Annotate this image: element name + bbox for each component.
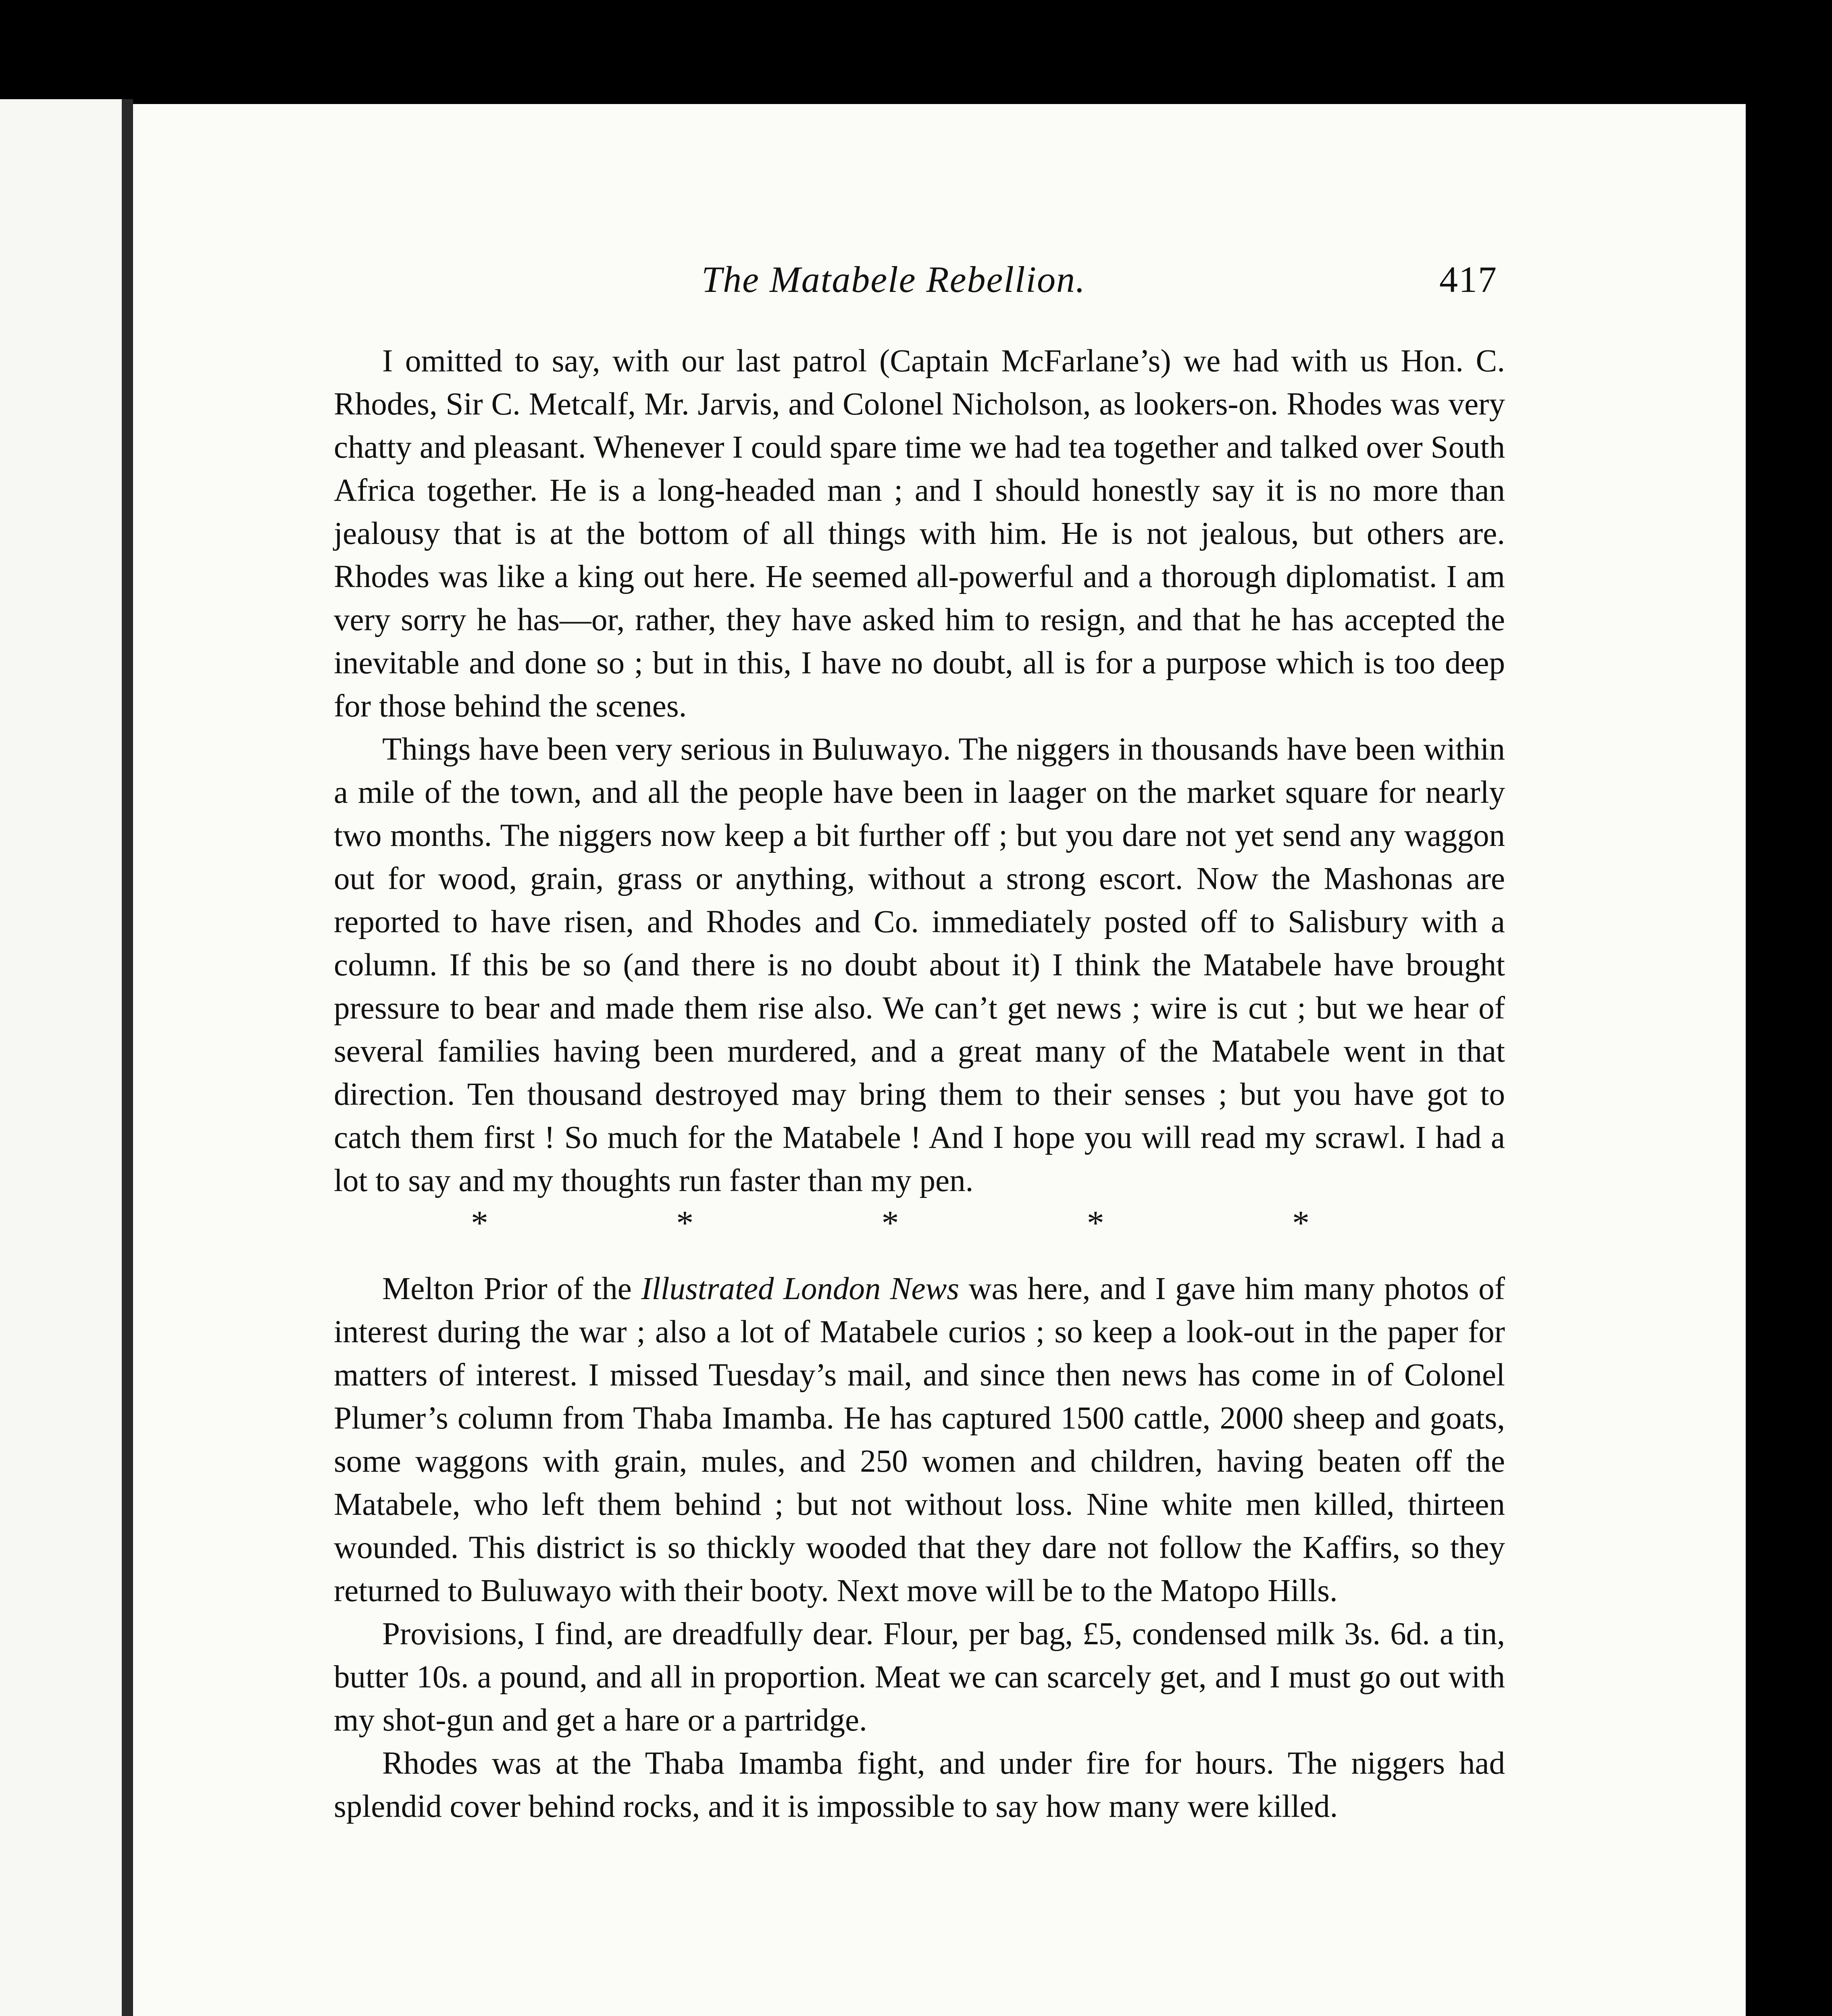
book-binding xyxy=(122,99,133,2016)
running-title: The Matabele Rebellion. xyxy=(702,259,1086,300)
paragraph-buluwayo: Things have been very serious in Buluwayo. The niggers in thousands have been within a mile of the town, and all the people have been in laager on the market square for nearly two months. The niggers now keep a bit further off ; but you dare not yet send any waggon out for wood, grain, grass or anything, without a strong escort. Now the Mashonas are reported to have risen, and Rhodes and Co. immediately posted off to Salisbury with a column. If this be so (and there is no doubt about it) I think the Matabele have brought pressure to bear and made them rise also. We can’t get news ; wire is cut ; but we hear of several families having been murdered, and a great many of the Matabele went in that direction. Ten thousand destroyed may bring them to their senses ; but you have got to catch them first ! So much for the Matabele ! And I hope you will read my scrawl. I had a lot to say and my thoughts run faster than my pen. xyxy=(334,732,1505,1198)
separator-star: * xyxy=(1087,1204,1104,1242)
separator-spacing xyxy=(334,1245,1505,1267)
left-page-edge xyxy=(0,99,123,2016)
publication-title: Illustrated London News xyxy=(641,1271,960,1306)
paragraph-provisions: Provisions, I find, are dreadfully dear. Flour, per bag, £5, condensed milk 3s. 6d. a tin, butter 10s. a pound, and all in proportion. Meat we can scarcely get, and I must go out with my shot-gun and get a hare or a partridge. xyxy=(334,1616,1505,1738)
separator-star: * xyxy=(471,1204,488,1242)
paragraph-thaba-imamba: Rhodes was at the Thaba Imamba fight, and under fire for hours. The niggers had splendid cover behind rocks, and it is impossible to say how many were killed. xyxy=(334,1746,1505,1824)
paragraph-melton-prior xyxy=(334,1267,1505,1612)
separator-star: * xyxy=(1292,1204,1309,1242)
paragraph-patrol: I omitted to say, with our last patrol (Captain McFarlane’s) we had with us Hon. C. Rhodes, Sir C. Metcalf, Mr. Jarvis, and Colonel Nicholson, as lookers-on. Rhodes was very chatty and pleasant. Whenever I could spare time we had tea together and talked over South Africa together. He is a long-headed man ; and I should honestly say it is no more than jealousy that is at the bottom of all things with him. He is not jealous, but others are. Rhodes was like a king out here. He seemed all-powerful and a thorough diplomatist. I am very sorry he has—or, rather, they have asked him to resign, and that he has accepted the inevitable and done so ; but in this, I have no doubt, all is for a purpose which is too deep for those behind the scenes. xyxy=(334,344,1505,724)
section-separator xyxy=(471,1202,1309,1245)
separator-star: * xyxy=(881,1204,899,1242)
melton-prior-text-start: Melton Prior of the xyxy=(382,1271,641,1306)
page-number: 417 xyxy=(1439,259,1497,300)
melton-prior-text-end: was here, and I gave him many photos of interest during the war ; also a lot of Matabele curios ; so keep a look-out in the paper for matters of interest. I missed Tuesday’s mail, and since then news has come in of Colonel Plumer’s column from Thaba Imamba. He has captured 1500 cattle, 2000 sheep and goats, some waggons with grain, mules, and 250 women and children, having beaten off the Matabele, who left them behind ; but not without loss. Nine white men killed, thirteen wounded. This district is so thickly wooded that they dare not follow the Kaffirs, so they returned to Buluwayo with their booty. Next move will be to the Matopo Hills. xyxy=(334,1271,1505,1608)
body-text xyxy=(334,339,1505,1828)
separator-star: * xyxy=(676,1204,694,1242)
page-header xyxy=(702,258,1508,302)
